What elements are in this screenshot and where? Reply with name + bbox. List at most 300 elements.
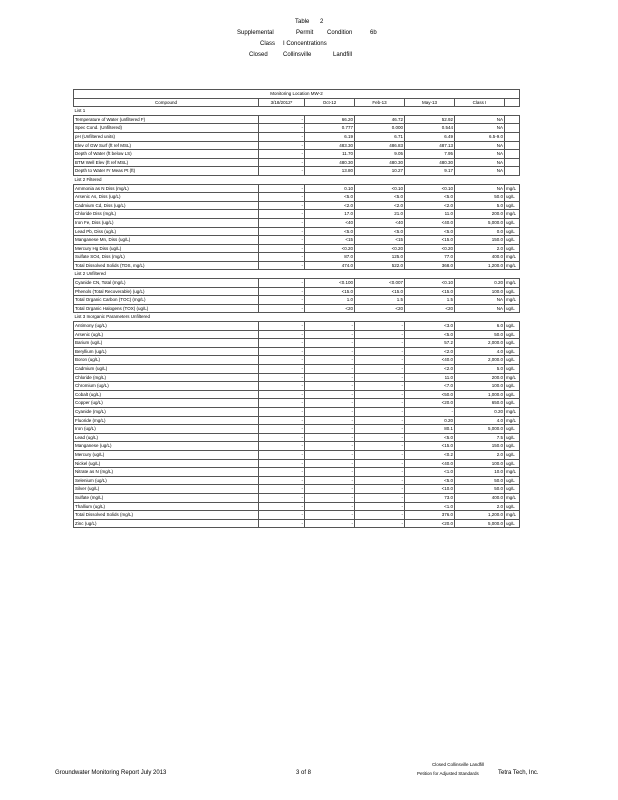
compound-cell: Antimony (ug/L) <box>74 322 259 331</box>
compound-cell: Silver (ug/L) <box>74 485 259 494</box>
unit-cell: ug/L <box>505 433 520 442</box>
unit-cell <box>505 158 520 167</box>
value-cell: - <box>259 322 305 331</box>
unit-cell: ug/L <box>505 485 520 494</box>
value-cell: - <box>305 373 355 382</box>
value-cell: - <box>259 339 305 348</box>
class-limit-cell: 5.0 <box>455 201 505 210</box>
value-cell: - <box>355 330 405 339</box>
unit-cell: ug/L <box>505 347 520 356</box>
section-label: List 2 Filtered <box>74 175 520 184</box>
title-word: Landfill <box>333 52 353 58</box>
table-row <box>74 347 520 356</box>
compound-cell: Depth of Water (ft below LS) <box>74 150 259 159</box>
value-cell: <2.0 <box>405 365 455 374</box>
class-limit-cell: 5,000.0 <box>455 218 505 227</box>
value-cell: - <box>259 476 305 485</box>
value-cell: <5.0 <box>405 227 455 236</box>
value-cell: - <box>355 382 405 391</box>
value-cell: - <box>259 399 305 408</box>
compound-cell: Cyanide CN, Total (mg/L) <box>74 279 259 288</box>
compound-cell: BTM Well Elev (ft ref MSL) <box>74 158 259 167</box>
unit-cell <box>505 141 520 150</box>
value-cell: 11.70 <box>305 150 355 159</box>
value-cell: - <box>259 227 305 236</box>
table-row <box>74 425 520 434</box>
value-cell: <0.20 <box>405 244 455 253</box>
value-cell: - <box>305 442 355 451</box>
value-cell: - <box>259 279 305 288</box>
value-cell: 73.0 <box>405 493 455 502</box>
title-line-1 <box>0 17 618 28</box>
class-limit-cell: 400.0 <box>455 253 505 262</box>
unit-cell: ug/L <box>505 390 520 399</box>
value-cell: - <box>305 450 355 459</box>
unit-cell: ug/L <box>505 218 520 227</box>
value-cell: <15 <box>305 236 355 245</box>
value-cell: - <box>355 468 405 477</box>
table-row <box>74 511 520 520</box>
table-row <box>74 150 520 159</box>
value-cell: 1.0 <box>305 296 355 305</box>
title-line-2 <box>0 28 618 39</box>
class-limit-cell: 50.0 <box>455 330 505 339</box>
table-row <box>74 167 520 176</box>
compound-cell: Mercury (ug/L) <box>74 450 259 459</box>
value-cell: <0.100 <box>305 279 355 288</box>
value-cell: <0.10 <box>405 279 455 288</box>
value-cell: - <box>259 433 305 442</box>
value-cell: <2.0 <box>305 201 355 210</box>
compound-cell: Depth to Water Fr Meas Pt (ft) <box>74 167 259 176</box>
compound-cell: Nickel (ug/L) <box>74 459 259 468</box>
unit-cell: ug/L <box>505 322 520 331</box>
value-cell: 522.0 <box>355 261 405 270</box>
value-cell: - <box>305 416 355 425</box>
compound-cell: Arsenic As, Diss (ug/L) <box>74 193 259 202</box>
value-cell: 52.92 <box>405 115 455 124</box>
value-cell: - <box>259 150 305 159</box>
table-row <box>74 158 520 167</box>
table-row <box>74 322 520 331</box>
unit-cell: ug/L <box>505 519 520 528</box>
value-cell: <40.0 <box>405 356 455 365</box>
compound-cell: Lead Pb, Diss (ug/L) <box>74 227 259 236</box>
value-cell: - <box>259 425 305 434</box>
value-cell: - <box>259 124 305 133</box>
value-cell: 11.0 <box>405 210 455 219</box>
unit-cell: ug/L <box>505 339 520 348</box>
value-cell: 9.17 <box>405 167 455 176</box>
value-cell: 7.95 <box>405 150 455 159</box>
value-cell: - <box>355 502 405 511</box>
section-label: List 3 Inorganic Parameters Unfiltered <box>74 313 520 322</box>
value-cell: 487.13 <box>405 141 455 150</box>
unit-cell: ug/L <box>505 425 520 434</box>
title-word: 2 <box>320 19 324 25</box>
value-cell: - <box>259 347 305 356</box>
compound-cell: Cobalt (ug/L) <box>74 390 259 399</box>
value-cell: 0.000 <box>355 124 405 133</box>
title-line-3 <box>0 39 618 50</box>
section-label: List 1 <box>74 107 520 116</box>
value-cell: <1.0 <box>405 468 455 477</box>
value-cell: - <box>259 201 305 210</box>
unit-cell <box>505 124 520 133</box>
value-cell: 17.0 <box>305 210 355 219</box>
value-cell: 368.0 <box>405 261 455 270</box>
table-row <box>74 373 520 382</box>
value-cell: - <box>259 390 305 399</box>
class-limit-cell: 50.0 <box>455 193 505 202</box>
value-cell: - <box>259 365 305 374</box>
compound-cell: Chromium (ug/L) <box>74 382 259 391</box>
value-cell: - <box>305 339 355 348</box>
compound-cell: Barium (ug/L) <box>74 339 259 348</box>
class-limit-cell: NA <box>455 158 505 167</box>
unit-cell <box>505 167 520 176</box>
class-limit-cell: 1,200.0 <box>455 261 505 270</box>
value-cell: - <box>355 519 405 528</box>
unit-cell: ug/L <box>505 450 520 459</box>
unit-cell: ug/L <box>505 502 520 511</box>
title-word: Class <box>260 41 276 47</box>
table-row <box>74 287 520 296</box>
value-cell: 1.5 <box>405 296 455 305</box>
table-row <box>74 193 520 202</box>
table-row <box>74 184 520 193</box>
class-limit-cell: 400.0 <box>455 493 505 502</box>
compound-cell: Thallium (ug/L) <box>74 502 259 511</box>
compound-cell: Total Dissolved Solids (TDS, mg/L) <box>74 261 259 270</box>
value-cell: - <box>259 141 305 150</box>
title-word: Condition <box>327 30 353 36</box>
class-limit-cell: NA <box>455 184 505 193</box>
table-row <box>74 115 520 124</box>
value-cell: - <box>259 218 305 227</box>
value-cell: - <box>259 184 305 193</box>
value-cell: - <box>305 459 355 468</box>
unit-cell: mg/L <box>505 279 520 288</box>
value-cell: <40 <box>305 218 355 227</box>
compound-cell: Temperature of Water (unfiltered F) <box>74 115 259 124</box>
table-row <box>74 132 520 141</box>
class-limit-cell: 1,200.0 <box>455 511 505 520</box>
value-cell: 0.10 <box>305 184 355 193</box>
value-cell: - <box>259 356 305 365</box>
value-cell: - <box>259 330 305 339</box>
table-row <box>74 218 520 227</box>
class-limit-cell: 100.0 <box>455 287 505 296</box>
class-limit-cell: 5.0 <box>455 365 505 374</box>
value-cell: - <box>355 373 405 382</box>
value-cell: <20 <box>355 304 405 313</box>
table-row <box>74 339 520 348</box>
class-limit-cell: 200.0 <box>455 210 505 219</box>
table-row <box>74 279 520 288</box>
compound-cell: Beryllium (ug/L) <box>74 347 259 356</box>
table-row <box>74 382 520 391</box>
value-cell: 0.20 <box>405 416 455 425</box>
value-cell: - <box>405 407 455 416</box>
unit-cell: ug/L <box>505 365 520 374</box>
value-cell: - <box>305 390 355 399</box>
value-cell: 6.49 <box>405 132 455 141</box>
value-cell: 474.0 <box>305 261 355 270</box>
unit-cell <box>505 115 520 124</box>
value-cell: - <box>305 502 355 511</box>
compound-cell: Arsenic (ug/L) <box>74 330 259 339</box>
compound-cell: Manganese (ug/L) <box>74 442 259 451</box>
value-cell: - <box>355 433 405 442</box>
value-cell: - <box>305 519 355 528</box>
value-cell: 1.5 <box>355 296 405 305</box>
table-row <box>74 253 520 262</box>
value-cell: <15.0 <box>355 287 405 296</box>
unit-cell: ug/L <box>505 382 520 391</box>
table-row <box>74 261 520 270</box>
value-cell: - <box>305 399 355 408</box>
unit-cell: ug/L <box>505 201 520 210</box>
unit-cell: ug/L <box>505 244 520 253</box>
class-limit-cell: 200.0 <box>455 373 505 382</box>
value-cell: - <box>259 502 305 511</box>
class-limit-cell: 6.0 <box>455 322 505 331</box>
value-cell: - <box>259 511 305 520</box>
table-row <box>74 416 520 425</box>
class-limit-cell: 150.0 <box>455 236 505 245</box>
value-cell: - <box>259 193 305 202</box>
compound-cell: Manganese Mn, Diss (ug/L) <box>74 236 259 245</box>
title-word: Supplemental <box>237 30 274 36</box>
value-cell: - <box>259 450 305 459</box>
class-limit-cell: NA <box>455 150 505 159</box>
value-cell: <15 <box>355 236 405 245</box>
value-cell: - <box>355 476 405 485</box>
value-cell: <5.0 <box>405 330 455 339</box>
value-cell: <0.20 <box>355 244 405 253</box>
class-limit-cell: NA <box>455 167 505 176</box>
value-cell: - <box>305 468 355 477</box>
header-row <box>74 98 520 107</box>
value-cell: 66.20 <box>305 115 355 124</box>
value-cell: - <box>259 158 305 167</box>
concentration-table <box>73 89 520 528</box>
location-row <box>74 90 520 99</box>
value-cell: - <box>355 459 405 468</box>
value-cell: - <box>355 399 405 408</box>
compound-cell: Spec Cond. (Unfiltered) <box>74 124 259 133</box>
value-cell: 6.19 <box>305 132 355 141</box>
value-cell: - <box>305 347 355 356</box>
value-cell: <5.0 <box>405 193 455 202</box>
value-cell: <20 <box>305 304 355 313</box>
unit-cell: mg/L <box>505 261 520 270</box>
value-cell: - <box>355 511 405 520</box>
class-limit-cell: 0.0 <box>455 227 505 236</box>
unit-cell: ug/L <box>505 304 520 313</box>
value-cell: 87.0 <box>305 253 355 262</box>
value-cell: - <box>259 115 305 124</box>
unit-cell: ug/L <box>505 193 520 202</box>
value-cell: 480.30 <box>355 158 405 167</box>
class-limit-cell: 7.5 <box>455 433 505 442</box>
value-cell: - <box>259 416 305 425</box>
compound-cell: Copper (ug/L) <box>74 399 259 408</box>
value-cell: 11.0 <box>405 373 455 382</box>
value-cell: <0.2 <box>405 450 455 459</box>
table-row <box>74 356 520 365</box>
unit-cell: mg/L <box>505 468 520 477</box>
value-cell: - <box>259 261 305 270</box>
header-cell: Class I <box>455 98 505 107</box>
unit-cell: ug/L <box>505 330 520 339</box>
class-limit-cell: 5,000.0 <box>455 519 505 528</box>
value-cell: <50.0 <box>405 390 455 399</box>
table-row <box>74 390 520 399</box>
compound-cell: Cyanide (mg/L) <box>74 407 259 416</box>
class-limit-cell: NA <box>455 141 505 150</box>
table-row <box>74 407 520 416</box>
location-label: Monitoring Location MW-2 <box>74 90 520 99</box>
compound-cell: Cadmium Cd, Diss (ug/L) <box>74 201 259 210</box>
value-cell: - <box>305 322 355 331</box>
unit-cell: mg/L <box>505 184 520 193</box>
value-cell: 80.1 <box>405 425 455 434</box>
class-limit-cell: 650.0 <box>455 399 505 408</box>
value-cell: - <box>305 382 355 391</box>
section-label: List 2 Unfiltered <box>74 270 520 279</box>
table-row <box>74 450 520 459</box>
title-word: I Concentrations <box>283 41 327 47</box>
value-cell: 6.71 <box>355 132 405 141</box>
unit-cell: mg/L <box>505 407 520 416</box>
class-limit-cell: NA <box>455 115 505 124</box>
value-cell: - <box>355 442 405 451</box>
value-cell: <20.0 <box>405 399 455 408</box>
table-row <box>74 502 520 511</box>
class-limit-cell: 10.0 <box>455 468 505 477</box>
table-row <box>74 201 520 210</box>
value-cell: <5.0 <box>355 193 405 202</box>
value-cell: - <box>355 347 405 356</box>
value-cell: - <box>259 442 305 451</box>
title-word: Table <box>295 19 310 25</box>
class-limit-cell: 2,000.0 <box>455 339 505 348</box>
page-footer <box>0 762 618 792</box>
value-cell: - <box>305 330 355 339</box>
section-row <box>74 313 520 322</box>
unit-cell <box>505 132 520 141</box>
value-cell: 46.72 <box>355 115 405 124</box>
class-limit-cell: 1,000.0 <box>455 390 505 399</box>
compound-cell: Iron Fe, Diss (ug/L) <box>74 218 259 227</box>
table-row <box>74 399 520 408</box>
value-cell: - <box>259 373 305 382</box>
value-cell: <5.0 <box>405 433 455 442</box>
table-row <box>74 442 520 451</box>
unit-cell: ug/L <box>505 476 520 485</box>
class-limit-cell: 2.0 <box>455 450 505 459</box>
compound-cell: Chloride (mg/L) <box>74 373 259 382</box>
value-cell: <15.0 <box>405 287 455 296</box>
unit-cell: ug/L <box>505 287 520 296</box>
value-cell: - <box>305 511 355 520</box>
value-cell: <2.0 <box>355 201 405 210</box>
value-cell: - <box>305 433 355 442</box>
class-limit-cell: NA <box>455 124 505 133</box>
footer-page: 3 of 8 <box>296 770 312 776</box>
value-cell: - <box>355 356 405 365</box>
compound-cell: Elev of GW Surf (ft ref MSL) <box>74 141 259 150</box>
class-limit-cell: 50.0 <box>455 476 505 485</box>
class-limit-cell: 2,000.0 <box>455 356 505 365</box>
class-limit-cell: 100.0 <box>455 382 505 391</box>
title-word: Closed <box>249 52 268 58</box>
value-cell: 21.0 <box>355 210 405 219</box>
value-cell: <5.0 <box>305 193 355 202</box>
class-limit-cell: 50.0 <box>455 485 505 494</box>
compound-cell: pH (Unfiltered units) <box>74 132 259 141</box>
value-cell: - <box>259 468 305 477</box>
value-cell: - <box>259 296 305 305</box>
value-cell: - <box>355 390 405 399</box>
value-cell: <0.10 <box>405 184 455 193</box>
compound-cell: Total Organic Halogens (TOX) (ug/L) <box>74 304 259 313</box>
compound-cell: Iron (ug/L) <box>74 425 259 434</box>
compound-cell: Nitrate as N (mg/L) <box>74 468 259 477</box>
value-cell: - <box>259 167 305 176</box>
table-row <box>74 330 520 339</box>
unit-cell: ug/L <box>505 399 520 408</box>
title-word: Permit <box>296 30 314 36</box>
value-cell: <20 <box>405 304 455 313</box>
value-cell: - <box>259 132 305 141</box>
compound-cell: Lead (ug/L) <box>74 433 259 442</box>
value-cell: <5.0 <box>305 227 355 236</box>
value-cell: 376.0 <box>405 511 455 520</box>
table-row <box>74 124 520 133</box>
value-cell: <10.0 <box>405 485 455 494</box>
unit-cell: mg/L <box>505 416 520 425</box>
value-cell: <7.0 <box>405 382 455 391</box>
value-cell: - <box>305 356 355 365</box>
value-cell: - <box>259 210 305 219</box>
table-row <box>74 236 520 245</box>
value-cell: - <box>259 459 305 468</box>
footer-petition-bottom: Petition for Adjusted Standards <box>417 771 479 776</box>
table-row <box>74 296 520 305</box>
compound-cell: Ammonia as N Diss (mg/L) <box>74 184 259 193</box>
value-cell: - <box>355 425 405 434</box>
value-cell: 10.27 <box>355 167 405 176</box>
header-cell: May-13 <box>405 98 455 107</box>
value-cell: 77.0 <box>405 253 455 262</box>
compound-cell: Phenols (Total Recoverable) (ug/L) <box>74 287 259 296</box>
value-cell: 0.544 <box>405 124 455 133</box>
value-cell: - <box>259 519 305 528</box>
unit-cell: ug/L <box>505 236 520 245</box>
value-cell: <0.20 <box>305 244 355 253</box>
compound-cell: Chloride Diss (mg/L) <box>74 210 259 219</box>
unit-cell: mg/L <box>505 296 520 305</box>
table-row <box>74 141 520 150</box>
unit-cell <box>505 150 520 159</box>
class-limit-cell: NA <box>455 296 505 305</box>
value-cell: - <box>259 485 305 494</box>
value-cell: - <box>305 365 355 374</box>
unit-cell: ug/L <box>505 442 520 451</box>
